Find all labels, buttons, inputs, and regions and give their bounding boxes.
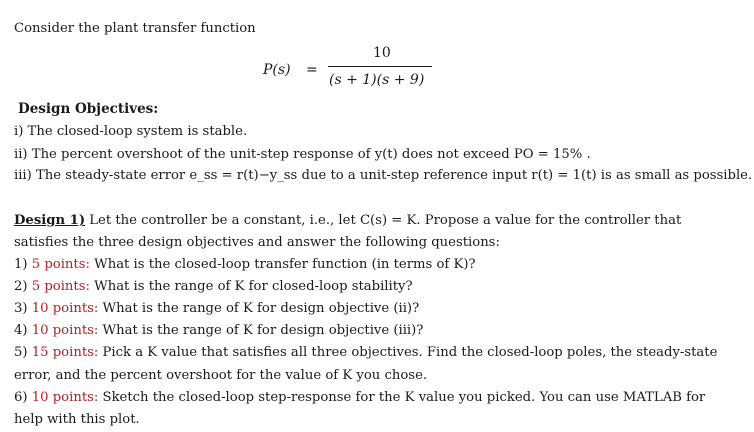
question-number: 6) <box>14 390 28 405</box>
question-6 <box>14 390 705 405</box>
question-points: 10 points: <box>31 323 99 338</box>
objective-item: ii) The percent overshoot of the unit-step response of y(t) does not exceed PO = 15% . <box>14 147 591 162</box>
objective-item: i) The closed-loop system is stable. <box>14 124 248 139</box>
question-number: 5) <box>14 345 28 360</box>
question-points: 10 points: <box>31 390 99 405</box>
question-4 <box>14 323 423 338</box>
question-number: 1) <box>14 257 28 272</box>
question-points: 10 points: <box>31 301 99 316</box>
equation-denominator: (s + 1)(s + 9) <box>329 72 425 88</box>
question-number: 3) <box>14 301 28 316</box>
design1-intro-text: Let the controller be a constant, i.e., let C(s) = K. Propose a value for the controller that <box>89 213 682 228</box>
question-points: 5 points: <box>31 257 90 272</box>
intro-text: Consider the plant transfer function <box>14 21 256 36</box>
question-3 <box>14 301 419 316</box>
question-text: What is the closed-loop transfer function (in terms of K)? <box>94 257 476 272</box>
question-5-continuation: error, and the percent overshoot for the value of K you chose. <box>14 368 428 383</box>
question-points: 5 points: <box>31 279 90 294</box>
question-2 <box>14 279 413 294</box>
design1-intro-line2: satisfies the three design objectives and answer the following questions: <box>14 235 500 250</box>
equation-equals: = <box>306 62 318 78</box>
question-number: 2) <box>14 279 28 294</box>
question-text: What is the range of K for closed-loop stability? <box>94 279 413 294</box>
question-1 <box>14 257 476 272</box>
design1-intro-line1 <box>14 213 681 228</box>
objectives-heading: Design Objectives: <box>18 101 159 117</box>
question-text: Pick a K value that satisfies all three objectives. Find the closed-loop poles, the steady-state <box>102 345 718 360</box>
equation-lhs: P(s) <box>263 62 291 78</box>
question-points: 15 points: <box>31 345 99 360</box>
objective-item: iii) The steady-state error e_ss = r(t)−y_ss due to a unit-step reference input r(t) = 1(t) is as small as possible. <box>14 168 753 183</box>
fraction-bar <box>328 66 432 67</box>
question-number: 4) <box>14 323 28 338</box>
question-text: Sketch the closed-loop step-response for the K value you picked. You can use MATLAB for <box>102 390 706 405</box>
question-text: What is the range of K for design objective (iii)? <box>102 323 424 338</box>
question-5 <box>14 345 717 360</box>
design1-title: Design 1) <box>14 213 86 228</box>
question-6-continuation: help with this plot. <box>14 412 140 427</box>
equation-numerator: 10 <box>373 45 391 61</box>
question-text: What is the range of K for design objective (ii)? <box>102 301 420 316</box>
